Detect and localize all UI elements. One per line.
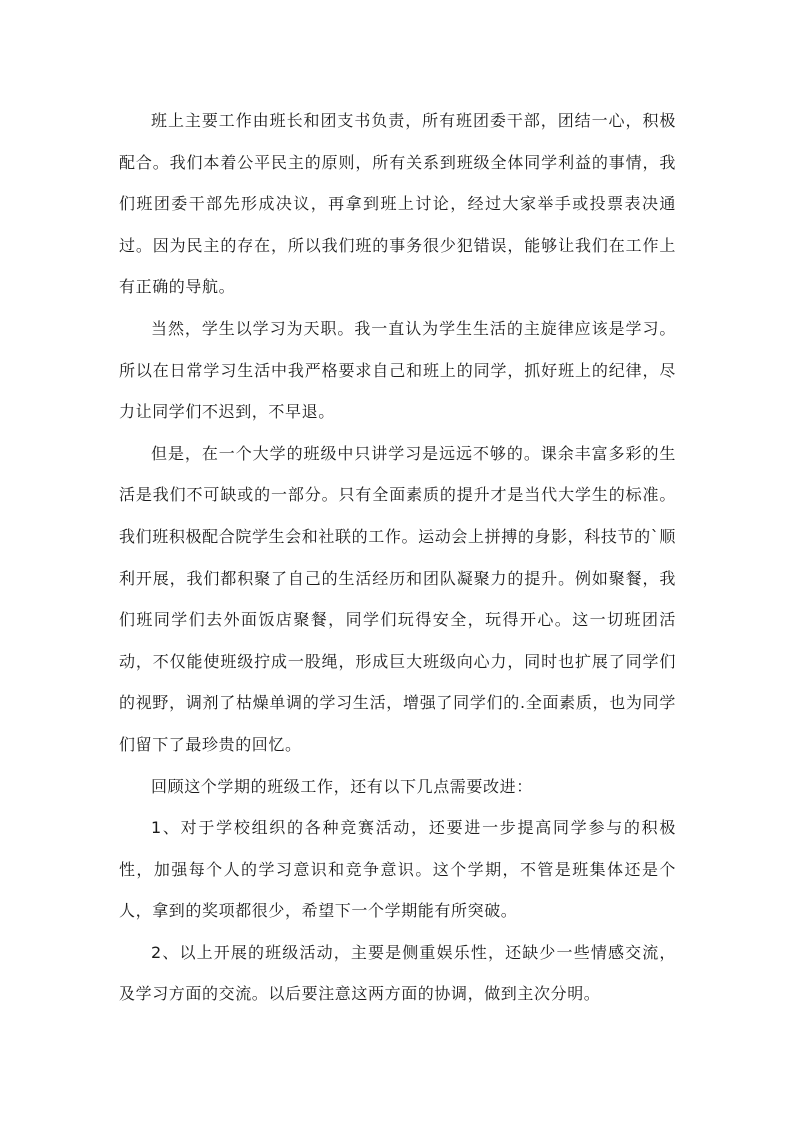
paragraph-review-intro: 回顾这个学期的班级工作，还有以下几点需要改进： [151, 776, 533, 796]
document-page [119, 100, 676, 1015]
paragraph-improvement-1: 1、对于学校组织的各种竞赛活动，还要进一步提高同学参与的积极性，加强每个人的学习意识和竞争意识。这个学期，不管是班集体还是个人，拿到的奖项都很少，希望下一个学期能有所突破。 [119, 818, 676, 921]
paragraph-extracurricular: 但是，在一个大学的班级中只讲学习是远远不够的。课余丰富多彩的生活是我们不可缺或的一部分。只有全面素质的提升才是当代大学生的标准。我们班积极配合院学生会和社联的工作。运动会上拼搏的身影，科技节的`顺利开展，我们都积聚了自己的生活经历和团队凝聚力的提升。例如聚餐，我们班同学们去外面饭店聚餐，同学们玩得安全，玩得开心。这一切班团活动，不仅能使班级拧成一股绳，形成巨大班级向心力，同时也扩展了同学们的视野，调剂了枯燥单调的学习生活，增强了同学们的.全面素质，也为同学们留下了最珍贵的回忆。 [119, 443, 676, 754]
paragraph-class-committee: 班上主要工作由班长和团支书负责，所有班团委干部，团结一心，积极配合。我们本着公平民主的原则，所有关系到班级全体同学利益的事情，我们班团委干部先形成决议，再拿到班上讨论，经过大家举手或投票表决通过。因为民主的存在，所以我们班的事务很少犯错误，能够让我们在工作上有正确的导航。 [119, 111, 676, 297]
paragraph-improvement-2: 2、以上开展的班级活动，主要是侧重娱乐性，还缺少一些情感交流，及学习方面的交流。以后要注意这两方面的协调，做到主次分明。 [119, 942, 676, 1004]
paragraph-study-focus: 当然，学生以学习为天职。我一直认为学生生活的主旋律应该是学习。所以在日常学习生活中我严格要求自己和班上的同学，抓好班上的纪律，尽力让同学们不迟到，不早退。 [119, 318, 676, 422]
